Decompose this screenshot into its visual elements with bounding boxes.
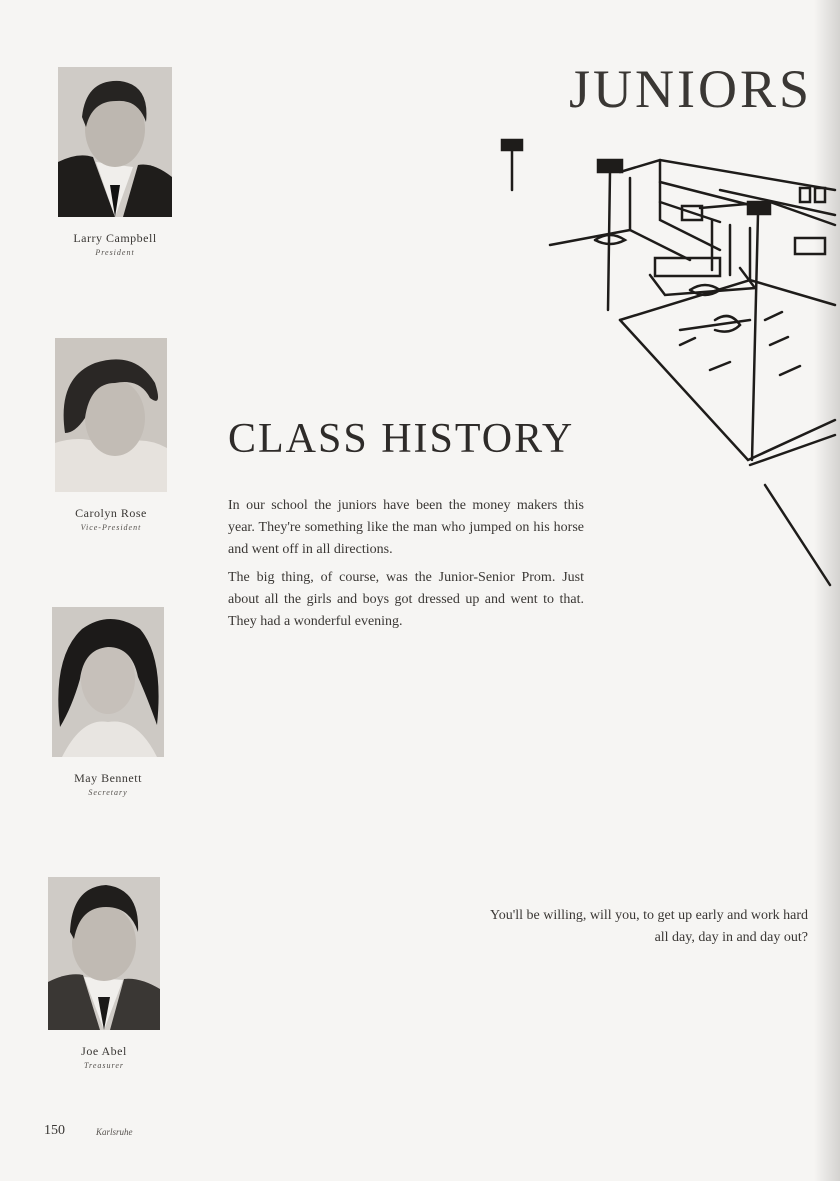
officer-name: Larry Campbell: [73, 231, 157, 245]
officer-title: Treasurer: [84, 1061, 124, 1070]
officer-title: Secretary: [88, 788, 128, 797]
officer-name: Joe Abel: [81, 1044, 127, 1058]
officer-portrait: [48, 877, 160, 1030]
officer-name: May Bennett: [74, 771, 142, 785]
history-paragraph-2: The big thing, of course, was the Junior-Senior Prom. Just about all the girls and boys got dressed up and went to that. They had a wonderful evening.: [228, 570, 584, 629]
officer-vice-president: [55, 338, 167, 532]
yearbook-name: Karlsruhe: [96, 1127, 133, 1137]
page-number: 150: [44, 1123, 65, 1138]
officer-secretary: [52, 607, 164, 797]
officer-name: Carolyn Rose: [75, 506, 147, 520]
class-history-heading: CLASS HISTORY: [228, 416, 575, 462]
officer-president: [58, 67, 172, 257]
officer-portrait: [58, 67, 172, 217]
officer-title: President: [95, 248, 135, 257]
officer-portrait: [52, 607, 164, 757]
officer-portrait: [55, 338, 167, 492]
officer-title: Vice-President: [80, 523, 142, 532]
history-paragraph-1: In our school the juniors have been the money makers this year. They're something like the man who jumped on his horse and went off in all directions.: [228, 498, 584, 557]
drawing-caption: You'll be willing, will you, to get up early and work hard all day, day in and day out?: [489, 908, 808, 945]
officer-treasurer: [48, 877, 160, 1070]
section-title: JUNIORS: [568, 59, 812, 119]
